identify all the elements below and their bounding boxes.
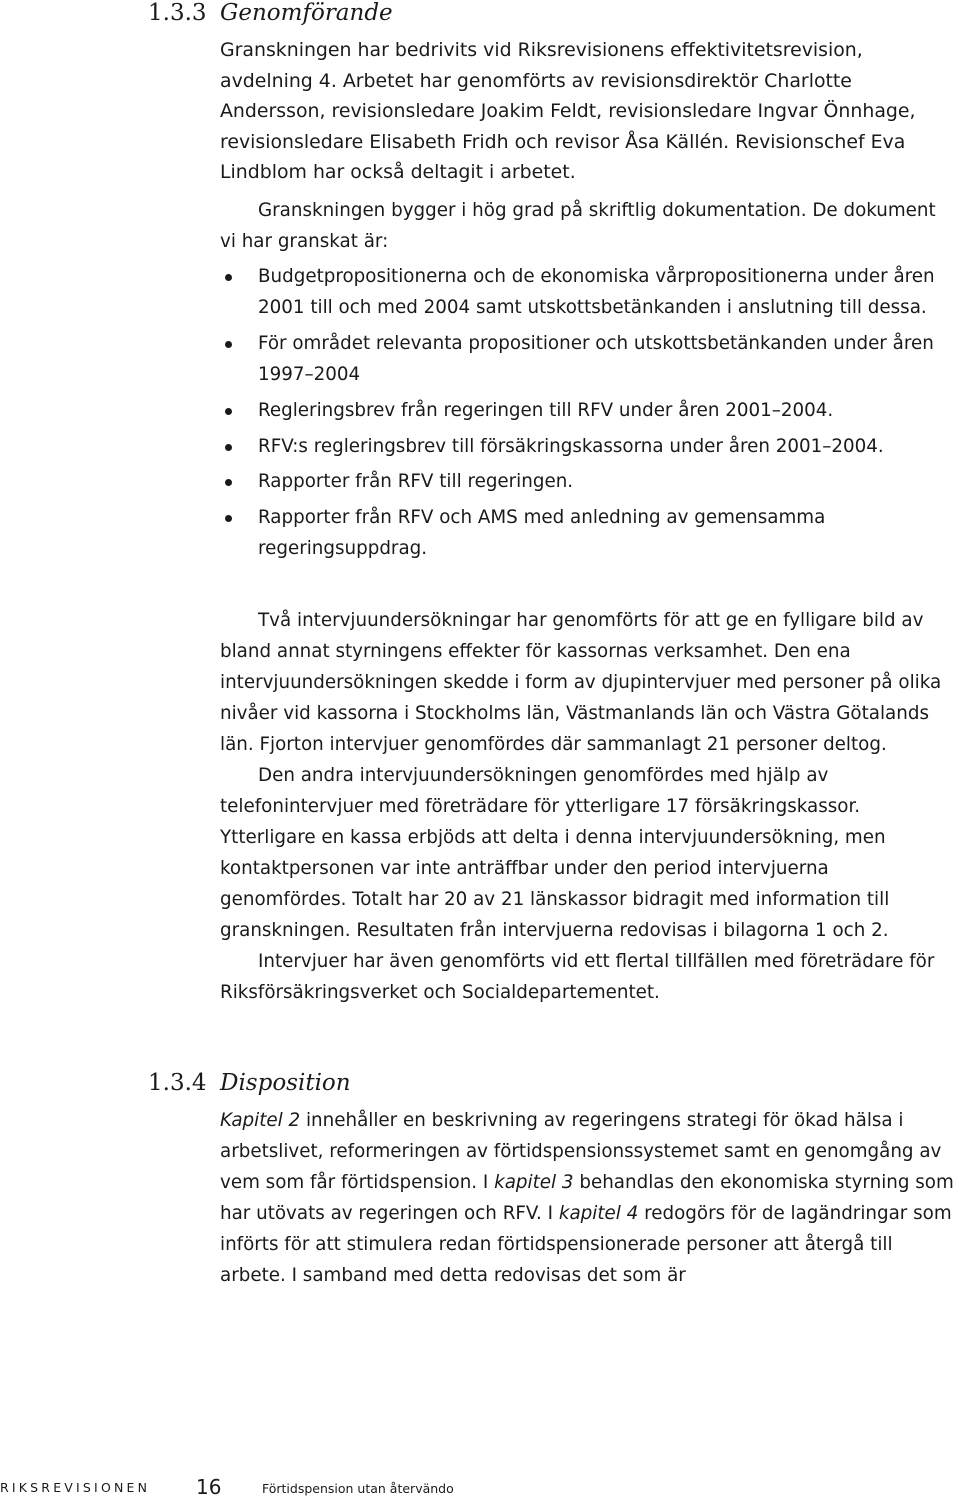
page-number: 16	[196, 1475, 222, 1499]
list-item	[220, 329, 955, 391]
paragraph-interviews: Två intervjuundersökningar har genomförts för att ge en fylligare bild av bland annat styrningens effekter för kassornas verksamhet. Den ena intervjuundersökningen skedde i form av djupintervjuer med personer på olika nivåer vid kassorna i Stockholms län, Västmanlands län och Västra Götalands län. Fjorton intervjuer genomfördes där sammanlagt 21 personer deltog.	[220, 610, 942, 755]
list-item	[220, 467, 955, 498]
document-list	[220, 262, 955, 570]
section-title: Disposition	[220, 1070, 351, 1096]
list-item-text: Rapporter från RFV och AMS med anledning av gemensamma regeringsuppdrag.	[258, 507, 826, 560]
bullet-icon	[225, 515, 232, 522]
list-item-text: Rapporter från RFV till regeringen.	[258, 471, 574, 493]
list-item	[220, 262, 955, 324]
bullet-icon	[225, 479, 232, 486]
page-footer	[0, 1477, 960, 1499]
list-item-text: För området relevanta propositioner och utskottsbetänkanden under åren 1997–2004	[258, 332, 934, 385]
disposition-text: behandlas den ekonomiska styrning som har utövats av regeringen och RFV. I	[220, 1171, 954, 1224]
bullet-icon	[225, 408, 232, 415]
paragraph-documentation: Granskningen bygger i hög grad på skriftlig dokumentation. De dokument vi har granskat är:	[220, 200, 936, 252]
bullet-icon	[225, 444, 232, 451]
footer-document-title: Förtidspension utan återvändo	[262, 1481, 454, 1496]
paragraph-telephone-interviews: Den andra intervjuundersökningen genomfördes med hjälp av telefonintervjuer med företrädare för ytterligare 17 försäkringskassor. Ytterligare en kassa erbjöds att delta i denna intervjuundersökning, men kontaktpersonen var inte anträffbar under den period intervjuerna genomfördes. Totalt har 20 av 21 länskassor bidragit med information till granskningen. Resultaten från intervjuerna redovisas i bilagorna 1 och 2.	[220, 765, 890, 941]
section-number: 1.3.3	[148, 0, 207, 26]
list-item-text: Regleringsbrev från regeringen till RFV under åren 2001–2004.	[258, 399, 834, 421]
section-title: Genomförande	[220, 0, 393, 26]
list-item-text: RFV:s regleringsbrev till försäkringskassorna under åren 2001–2004.	[258, 435, 884, 457]
list-item-text: Budgetpropositionerna och de ekonomiska vårpropositionerna under åren 2001 till och med 2004 samt utskottsbetänkanden i anslutning till dessa.	[258, 266, 935, 318]
list-item	[220, 396, 955, 427]
bullet-icon	[225, 274, 232, 281]
chapter-reference: kapitel 4	[558, 1202, 639, 1224]
paragraph-additional-interviews: Intervjuer har även genomförts vid ett flertal tillfällen med företrädare för Riksförsäkringsverket och Socialdepartementet.	[220, 951, 935, 1003]
paragraph-disposition	[220, 1106, 955, 1291]
bullet-icon	[225, 341, 232, 348]
disposition-text: redogörs för de lagändringar som införts för att stimulera redan förtidspensionerade personer att återgå till arbete. I samband med detta redovisas det som är	[220, 1202, 952, 1286]
disposition-text: innehåller en beskrivning av regeringens strategi för ökad hälsa i arbetslivet, reformeringen av förtidspensionssystemet samt en genomgång av vem som får förtidspension. I	[220, 1110, 942, 1193]
chapter-reference: Kapitel 2	[220, 1110, 301, 1131]
chapter-reference: kapitel 3	[494, 1171, 574, 1193]
section-number: 1.3.4	[148, 1070, 207, 1096]
list-item	[220, 432, 955, 463]
paragraph-staff: Granskningen har bedrivits vid Riksrevisionens effektivitetsrevision, avdelning 4. Arbetet har genomförts av revisionsdirektör Charlotte Andersson, revisionsledare Joakim Feldt, revisionsledare Ingvar Önnhage, revisionsledare Elisabeth Fridh och revisor Åsa Källén. Revisionschef Eva Lindblom har också deltagit i arbetet.	[220, 39, 916, 183]
list-item	[220, 503, 955, 565]
footer-organization: RIKSREVISIONEN	[0, 1480, 151, 1495]
